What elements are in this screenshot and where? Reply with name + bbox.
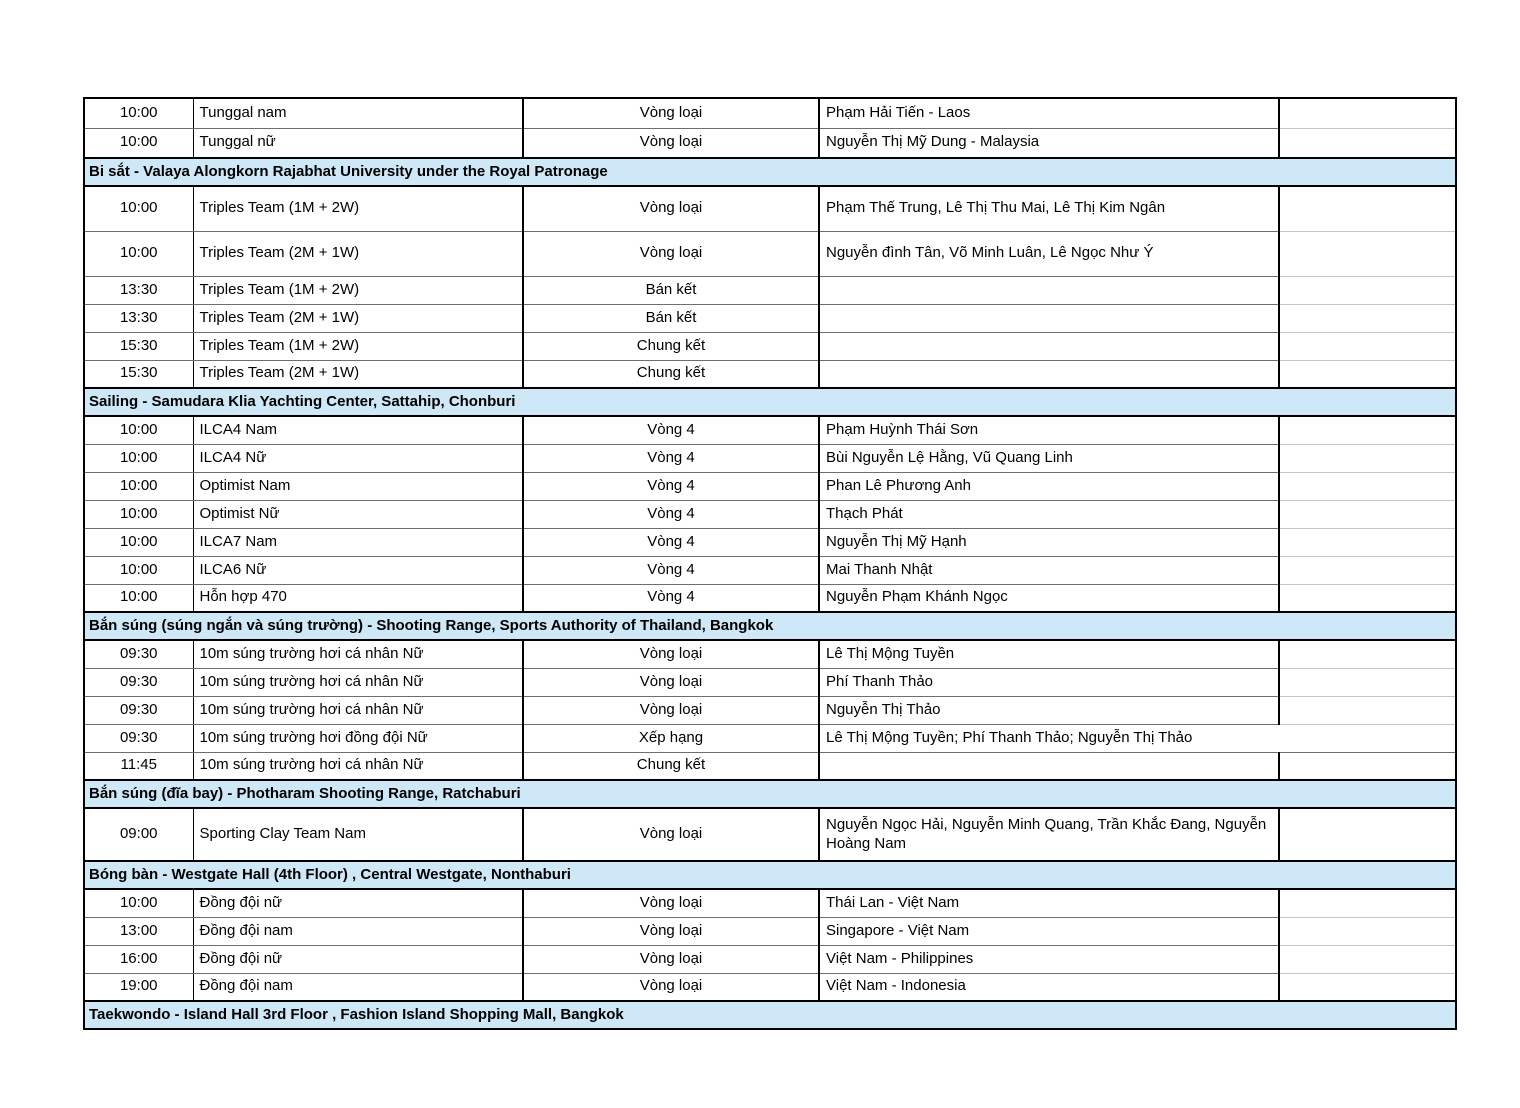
notes-cell	[1279, 500, 1456, 528]
event-cell: Đồng đội nữ	[193, 889, 523, 917]
time-cell: 10:00	[84, 128, 193, 158]
names-cell: Việt Nam - Indonesia	[819, 973, 1279, 1001]
names-cell: Phạm Thế Trung, Lê Thị Thu Mai, Lê Thị Kim Ngân	[819, 186, 1279, 231]
time-cell: 09:30	[84, 696, 193, 724]
round-cell: Vòng 4	[523, 556, 819, 584]
event-cell: Optimist Nữ	[193, 500, 523, 528]
round-cell: Vòng 4	[523, 500, 819, 528]
names-cell: Nguyễn Thị Mỹ Dung - Malaysia	[819, 128, 1279, 158]
event-cell: 10m súng trường hơi cá nhân Nữ	[193, 696, 523, 724]
names-cell: Mai Thanh Nhật	[819, 556, 1279, 584]
time-cell: 15:30	[84, 360, 193, 388]
schedule-row	[84, 696, 1456, 724]
names-cell: Phạm Huỳnh Thái Sơn	[819, 416, 1279, 444]
event-cell: ILCA4 Nam	[193, 416, 523, 444]
time-cell: 10:00	[84, 186, 193, 231]
round-cell: Chung kết	[523, 752, 819, 780]
event-cell: 10m súng trường hơi cá nhân Nữ	[193, 640, 523, 668]
notes-cell	[1279, 332, 1456, 360]
time-cell: 13:30	[84, 304, 193, 332]
schedule-row	[84, 528, 1456, 556]
names-cell: Lê Thị Mộng Tuyền	[819, 640, 1279, 668]
event-cell: ILCA4 Nữ	[193, 444, 523, 472]
round-cell: Xếp hạng	[523, 724, 819, 752]
notes-cell	[1279, 945, 1456, 973]
event-cell: Sporting Clay Team Nam	[193, 808, 523, 861]
notes-cell	[1279, 186, 1456, 231]
round-cell: Vòng 4	[523, 444, 819, 472]
notes-cell	[1279, 973, 1456, 1001]
time-cell: 10:00	[84, 231, 193, 276]
names-cell	[819, 752, 1279, 780]
time-cell: 09:30	[84, 668, 193, 696]
notes-cell	[1279, 584, 1456, 612]
event-cell: Hỗn hợp 470	[193, 584, 523, 612]
round-cell: Bán kết	[523, 276, 819, 304]
notes-cell	[1279, 360, 1456, 388]
time-cell: 10:00	[84, 416, 193, 444]
round-cell: Chung kết	[523, 332, 819, 360]
round-cell: Vòng 4	[523, 416, 819, 444]
names-cell	[819, 332, 1279, 360]
names-cell: Nguyễn Phạm Khánh Ngọc	[819, 584, 1279, 612]
section-header-cell: Bắn súng (súng ngắn và súng trường) - Shooting Range, Sports Authority of Thailand, Bangkok	[84, 612, 1456, 640]
schedule-row	[84, 472, 1456, 500]
schedule-row	[84, 668, 1456, 696]
schedule-row	[84, 186, 1456, 231]
schedule-row	[84, 416, 1456, 444]
names-cell: Thái Lan - Việt Nam	[819, 889, 1279, 917]
schedule-row	[84, 332, 1456, 360]
section-row	[84, 158, 1456, 186]
round-cell: Vòng 4	[523, 472, 819, 500]
time-cell: 10:00	[84, 528, 193, 556]
time-cell: 13:30	[84, 276, 193, 304]
names-cell: Phạm Hải Tiến - Laos	[819, 98, 1279, 128]
round-cell: Vòng loại	[523, 696, 819, 724]
names-cell: Nguyễn Thị Mỹ Hạnh	[819, 528, 1279, 556]
section-header-cell: Bóng bàn - Westgate Hall (4th Floor) , Central Westgate, Nonthaburi	[84, 861, 1456, 889]
event-cell: Triples Team (2M + 1W)	[193, 304, 523, 332]
schedule-row	[84, 360, 1456, 388]
schedule-row	[84, 752, 1456, 780]
time-cell: 15:30	[84, 332, 193, 360]
notes-cell	[1279, 416, 1456, 444]
names-cell	[819, 304, 1279, 332]
round-cell: Vòng loại	[523, 668, 819, 696]
event-cell: Tunggal nữ	[193, 128, 523, 158]
round-cell: Vòng loại	[523, 640, 819, 668]
notes-cell	[1279, 128, 1456, 158]
event-cell: 10m súng trường hơi cá nhân Nữ	[193, 668, 523, 696]
round-cell: Chung kết	[523, 360, 819, 388]
notes-cell	[1279, 917, 1456, 945]
time-cell: 10:00	[84, 444, 193, 472]
section-header-cell: Taekwondo - Island Hall 3rd Floor , Fashion Island Shopping Mall, Bangkok	[84, 1001, 1456, 1029]
names-cell: Phan Lê Phương Anh	[819, 472, 1279, 500]
event-cell: 10m súng trường hơi cá nhân Nữ	[193, 752, 523, 780]
names-cell: Nguyễn Ngọc Hải, Nguyễn Minh Quang, Trần Khắc Đang, Nguyễn Hoàng Nam	[819, 808, 1279, 861]
time-cell: 10:00	[84, 98, 193, 128]
round-cell: Vòng 4	[523, 584, 819, 612]
time-cell: 09:30	[84, 640, 193, 668]
names-cell: Singapore - Việt Nam	[819, 917, 1279, 945]
time-cell: 19:00	[84, 973, 193, 1001]
schedule-row	[84, 98, 1456, 128]
notes-cell	[1279, 472, 1456, 500]
schedule-row	[84, 444, 1456, 472]
round-cell: Vòng loại	[523, 231, 819, 276]
event-cell: Triples Team (1M + 2W)	[193, 332, 523, 360]
round-cell: Vòng loại	[523, 186, 819, 231]
event-cell: Optimist Nam	[193, 472, 523, 500]
section-row	[84, 388, 1456, 416]
notes-cell	[1279, 889, 1456, 917]
schedule-row	[84, 556, 1456, 584]
time-cell: 10:00	[84, 889, 193, 917]
event-cell: ILCA6 Nữ	[193, 556, 523, 584]
names-cell: Bùi Nguyễn Lệ Hằng, Vũ Quang Linh	[819, 444, 1279, 472]
notes-cell	[1279, 304, 1456, 332]
names-cell: Thạch Phát	[819, 500, 1279, 528]
event-cell: Đồng đội nam	[193, 973, 523, 1001]
round-cell: Vòng 4	[523, 528, 819, 556]
names-cell	[819, 360, 1279, 388]
schedule-row	[84, 724, 1456, 752]
schedule-row	[84, 304, 1456, 332]
round-cell: Vòng loại	[523, 128, 819, 158]
round-cell: Vòng loại	[523, 889, 819, 917]
schedule-row	[84, 973, 1456, 1001]
notes-cell	[1279, 98, 1456, 128]
time-cell: 11:45	[84, 752, 193, 780]
notes-cell	[1279, 276, 1456, 304]
section-header-cell: Bắn súng (đĩa bay) - Photharam Shooting Range, Ratchaburi	[84, 780, 1456, 808]
section-row	[84, 1001, 1456, 1029]
schedule-row	[84, 276, 1456, 304]
event-cell: Tunggal nam	[193, 98, 523, 128]
names-cell: Phí Thanh Thảo	[819, 668, 1279, 696]
notes-cell	[1279, 696, 1456, 724]
section-header-cell: Bi sắt - Valaya Alongkorn Rajabhat University under the Royal Patronage	[84, 158, 1456, 186]
section-row	[84, 861, 1456, 889]
schedule-row	[84, 584, 1456, 612]
event-cell: Triples Team (2M + 1W)	[193, 231, 523, 276]
time-cell: 10:00	[84, 584, 193, 612]
event-cell: Triples Team (2M + 1W)	[193, 360, 523, 388]
schedule-table-body	[84, 98, 1456, 1029]
time-cell: 09:00	[84, 808, 193, 861]
notes-cell	[1279, 668, 1456, 696]
time-cell: 09:30	[84, 724, 193, 752]
schedule-row	[84, 808, 1456, 861]
round-cell: Bán kết	[523, 304, 819, 332]
names-cell: Nguyễn đình Tân, Võ Minh Luân, Lê Ngọc Như Ý	[819, 231, 1279, 276]
schedule-table	[83, 97, 1457, 1030]
time-cell: 10:00	[84, 556, 193, 584]
round-cell: Vòng loại	[523, 917, 819, 945]
notes-cell	[1279, 752, 1456, 780]
schedule-row	[84, 231, 1456, 276]
schedule-row	[84, 945, 1456, 973]
schedule-row	[84, 640, 1456, 668]
event-cell: Triples Team (1M + 2W)	[193, 186, 523, 231]
names-cell: Lê Thị Mộng Tuyền; Phí Thanh Thảo; Nguyễn Thị Thảo	[819, 724, 1456, 752]
round-cell: Vòng loại	[523, 808, 819, 861]
notes-cell	[1279, 231, 1456, 276]
notes-cell	[1279, 528, 1456, 556]
notes-cell	[1279, 444, 1456, 472]
notes-cell	[1279, 808, 1456, 861]
time-cell: 10:00	[84, 472, 193, 500]
round-cell: Vòng loại	[523, 945, 819, 973]
schedule-row	[84, 917, 1456, 945]
names-cell	[819, 276, 1279, 304]
names-cell: Việt Nam - Philippines	[819, 945, 1279, 973]
schedule-row	[84, 128, 1456, 158]
notes-cell	[1279, 556, 1456, 584]
schedule-row	[84, 889, 1456, 917]
time-cell: 13:00	[84, 917, 193, 945]
event-cell: Triples Team (1M + 2W)	[193, 276, 523, 304]
time-cell: 10:00	[84, 500, 193, 528]
section-row	[84, 612, 1456, 640]
names-cell: Nguyễn Thị Thảo	[819, 696, 1279, 724]
event-cell: ILCA7 Nam	[193, 528, 523, 556]
section-row	[84, 780, 1456, 808]
time-cell: 16:00	[84, 945, 193, 973]
notes-cell	[1279, 640, 1456, 668]
round-cell: Vòng loại	[523, 98, 819, 128]
section-header-cell: Sailing - Samudara Klia Yachting Center, Sattahip, Chonburi	[84, 388, 1456, 416]
event-cell: Đồng đội nam	[193, 917, 523, 945]
round-cell: Vòng loại	[523, 973, 819, 1001]
event-cell: 10m súng trường hơi đồng đội Nữ	[193, 724, 523, 752]
event-cell: Đồng đội nữ	[193, 945, 523, 973]
schedule-row	[84, 500, 1456, 528]
